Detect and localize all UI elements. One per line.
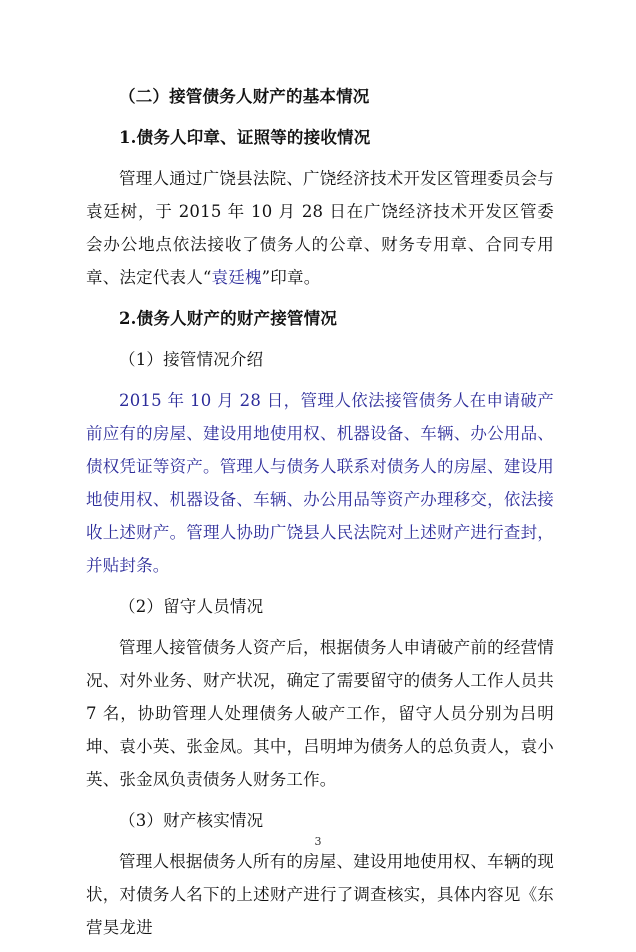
- sub1-para-suffix: ”印章。: [261, 268, 321, 287]
- sub1-paragraph: [86, 162, 554, 294]
- sub2-heading: 2.债务人财产的财产接管情况: [119, 309, 338, 328]
- document-body: [86, 80, 554, 952]
- item3-label: （3）财产核实情况: [119, 811, 264, 830]
- item2-label: （2）留守人员情况: [119, 597, 264, 616]
- item1-paragraph: 2015 年 10 月 28 日，管理人依法接管债务人在申请破产前应有的房屋、建设用地使用权、机器设备、车辆、办公用品、债权凭证等资产。管理人与债务人联系对债务人的房屋、建设用地使用权、机器设备、车辆、办公用品等资产办理移交，依法接收上述财产。管理人协助广饶县人民法院对上述财产进行查封，并贴封条。: [86, 391, 554, 575]
- item3-paragraph: 管理人根据债务人所有的房屋、建设用地使用权、车辆的现状，对债务人名下的上述财产进行了调查核实，具体内容见《东营昊龙进: [86, 852, 554, 937]
- item2-paragraph: 管理人接管债务人资产后，根据债务人申请破产前的经营情况、对外业务、财产状况，确定了需要留守的债务人工作人员共 7 名，协助管理人处理债务人破产工作，留守人员分别为吕明坤、袁小英、张金凤。其中，吕明坤为债务人的总负责人，袁小英、张金凤负责债务人财务工作。: [86, 638, 554, 789]
- sub1-heading: 1.债务人印章、证照等的接收情况: [119, 128, 371, 147]
- page-number: 3: [314, 835, 322, 848]
- item1-label: （1）接管情况介绍: [119, 350, 264, 369]
- sub1-para-prefix: 管理人通过广饶县法院、广饶经济技术开发区管理委员会与袁廷树，于 2015 年 10 月 28 日在广饶经济技术开发区管委会办公地点依法接收了债务人的公章、财务专用章、合同专用章、法定代表人“: [86, 169, 554, 287]
- sub1-para-highlight: 袁廷槐: [211, 268, 262, 287]
- section-title: （二）接管债务人财产的基本情况: [119, 87, 370, 106]
